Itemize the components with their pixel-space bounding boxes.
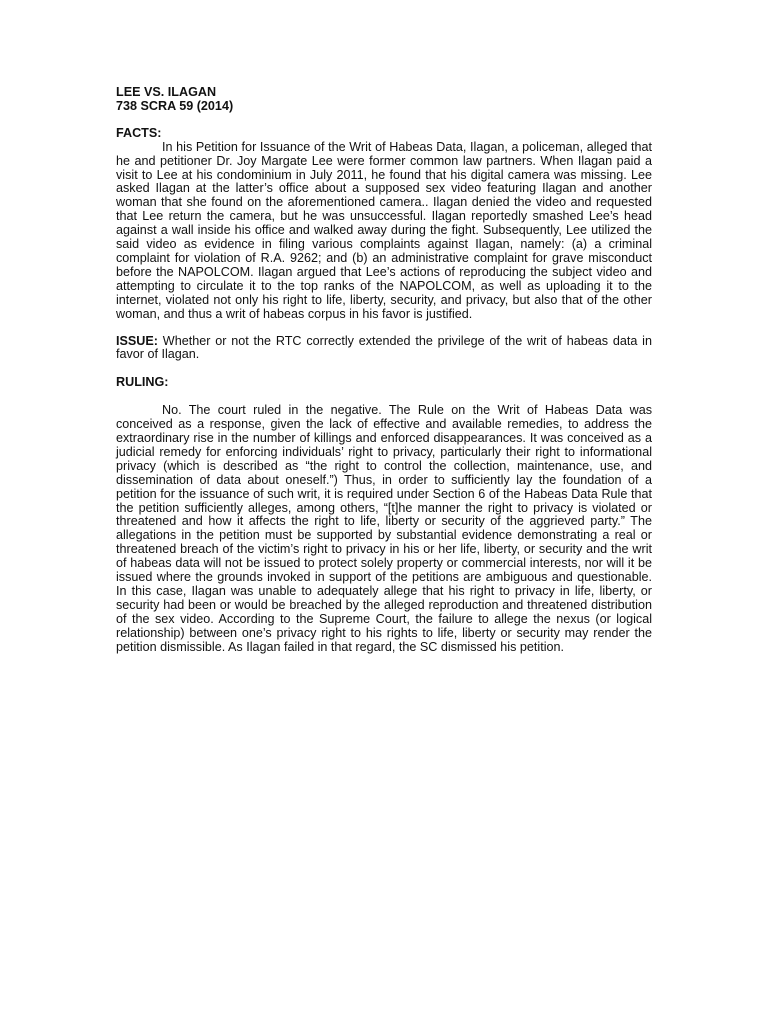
case-digest-document xyxy=(116,86,652,655)
facts-paragraph: In his Petition for Issuance of the Writ of Habeas Data, Ilagan, a policeman, alleged that he and petitioner Dr. Joy Margate Lee were former common law partners. When Ilagan paid a visit to Lee at his condominium in July 2011, he found that his digital camera was missing. Lee asked Ilagan at the latter’s office about a supposed sex video featuring Ilagan and another woman that she found on the aforementioned camera.. Ilagan denied the video and requested that Lee return the camera, but he was unsuccessful. Ilagan reportedly smashed Lee’s head against a wall inside his office and walked away during the fight. Subsequently, Lee utilized the said video as evidence in filing various complaints against Ilagan, namely: (a) a criminal complaint for violation of R.A. 9262; and (b) an administrative complaint for grave misconduct before the NAPOLCOM. Ilagan argued that Lee’s actions of reproducing the subject video and attempting to circulate it to the top ranks of the NAPOLCOM, as well as uploading it to the internet, violated not only his right to life, liberty, security, and privacy, but also that of the other woman, and thus a writ of habeas corpus in his favor is justified. xyxy=(116,139,652,321)
case-citation: 738 SCRA 59 (2014) xyxy=(116,98,234,113)
ruling-paragraph: No. The court ruled in the negative. The Rule on the Writ of Habeas Data was conceived as a response, given the lack of effective and available remedies, to address the extraordinary rise in the number of killings and enforced disappearances. It was conceived as a judicial remedy for enforcing individuals’ right to privacy, particularly their right to informational privacy (which is described as “the right to control the collection, maintenance, use, and dissemination of data about oneself.”) Thus, in order to sufficiently lay the foundation of a petition for the issuance of such writ, it is required under Section 6 of the Habeas Data Rule that the petition sufficiently alleges, among others, “[t]he manner the right to privacy is violated or threatened and how it affects the right to life, liberty or security of the aggrieved party.” The allegations in the petition must be supported by substantial evidence demonstrating a real or threatened breach of the victim’s right to privacy in his or her life, liberty, or security and the writ of habeas data will not be issued to protect solely property or commercial interests, nor will it be issued where the grounds invoked in support of the petitions are ambiguous and questionable. In this case, Ilagan was unable to adequately allege that his right to privacy in life, liberty, or security had been or would be breached by the alleged reproduction and threatened distribution of the sex video. According to the Supreme Court, the failure to allege the nexus (or logical relationship) between one’s privacy right to his rights to life, liberty or security may render the petition dismissible. As Ilagan failed in that regard, the SC dismissed his petition. xyxy=(116,403,652,654)
issue-text: Whether or not the RTC correctly extended the privilege of the writ of habeas data in favor of Ilagan. xyxy=(116,333,652,362)
ruling-heading: RULING: xyxy=(116,375,169,390)
issue-label: ISSUE: xyxy=(116,333,158,348)
facts-heading: FACTS: xyxy=(116,125,162,140)
issue-paragraph xyxy=(116,335,652,363)
case-title: LEE VS. ILAGAN xyxy=(116,85,217,99)
